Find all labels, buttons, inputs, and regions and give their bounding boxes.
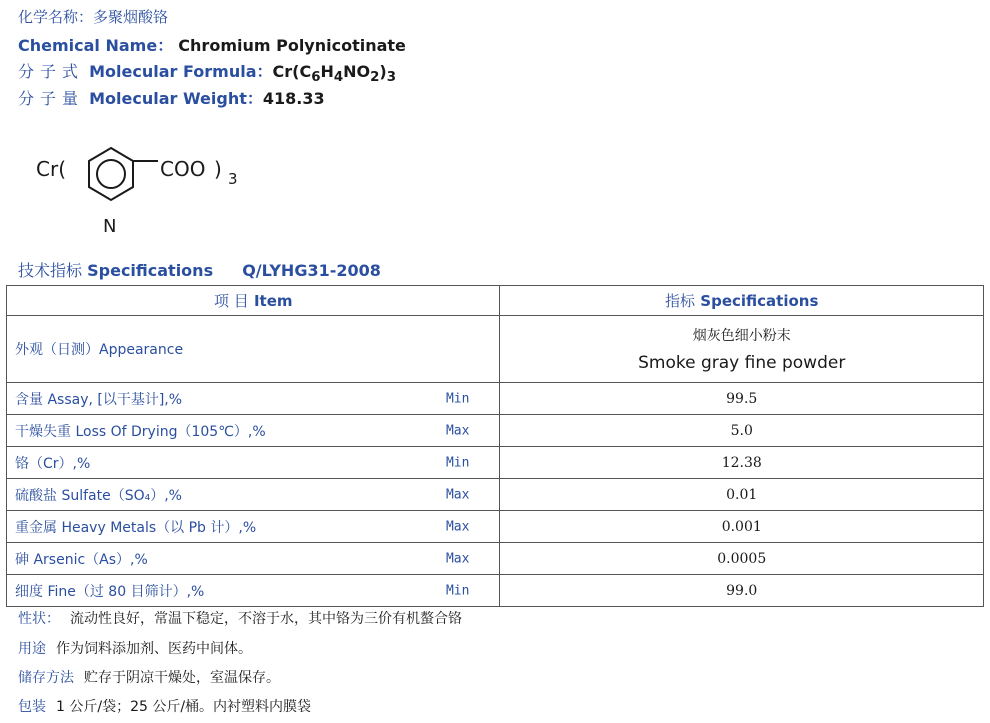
structure-prefix: Cr(	[36, 157, 66, 181]
weight-cn-label: 分子量	[18, 89, 85, 108]
chinese-name-value: 多聚烟酸铬	[93, 8, 169, 26]
row-label: 干燥失重 Loss Of Drying（105℃）,% Max	[7, 415, 500, 447]
spec-heading-en: Specifications	[87, 261, 214, 280]
spec-heading-cn: 技术指标	[18, 261, 83, 280]
spec-table	[6, 285, 984, 607]
character-label: 性状：	[18, 611, 60, 627]
table-row	[7, 575, 984, 607]
formula-value: $Cr(C_6H_4NO_2)_3$	[272, 62, 397, 86]
storage-label: 储存方法	[18, 670, 74, 686]
row-limit: Min	[445, 583, 470, 598]
character-line	[18, 608, 462, 628]
table-row	[7, 511, 984, 543]
package-value: 1 公斤/袋；25 公斤/桶。内衬塑料内膜袋	[56, 699, 312, 715]
table-header-row	[7, 286, 984, 316]
row-value: 99.0	[500, 575, 984, 607]
row-label: 含量 Assay, [以干基计],% Min	[7, 383, 500, 415]
structure-subscript: 3	[228, 170, 238, 188]
chinese-name-label: 化学名称：	[18, 8, 94, 26]
structure-suffix: )	[214, 157, 222, 181]
weight-value: 418.33	[262, 89, 325, 108]
row-label: 砷 Arsenic（As）,% Max	[7, 543, 500, 575]
aromatic-circle	[97, 160, 125, 188]
appearance-label: 外观（日测）Appearance	[7, 316, 500, 383]
table-row	[7, 543, 984, 575]
chemical-name-label: Chemical Name：	[18, 36, 174, 55]
appearance-value: 烟灰色细小粉末 Smoke gray fine powder	[500, 316, 984, 383]
use-value: 作为饲料添加剂、医药中间体。	[56, 641, 252, 657]
use-label: 用途	[18, 641, 46, 657]
row-value: 0.001	[500, 511, 984, 543]
molecular-weight-line	[18, 86, 325, 109]
row-label: 硫酸盐 Sulfate（SO₄）,% Max	[7, 479, 500, 511]
spec-standard: Q/LYHG31-2008	[242, 261, 381, 280]
row-limit: Min	[445, 455, 470, 470]
row-label: 重金属 Heavy Metals（以 Pb 计）,% Max	[7, 511, 500, 543]
use-line	[18, 638, 252, 658]
table-row	[7, 383, 984, 415]
table-row-appearance	[7, 316, 984, 383]
row-value: 0.0005	[500, 543, 984, 575]
header-spec: 指标 Specifications	[500, 286, 984, 316]
package-line	[18, 696, 311, 716]
package-label: 包装	[18, 699, 46, 715]
row-value: 12.38	[500, 447, 984, 479]
row-label: 铬（Cr）,% Min	[7, 447, 500, 479]
row-limit: Max	[445, 423, 470, 438]
row-value: 99.5	[500, 383, 984, 415]
character-value: 流动性良好，常温下稳定，不溶于水，其中铬为三价有机螯合铬	[70, 611, 462, 627]
row-value: 5.0	[500, 415, 984, 447]
storage-line	[18, 667, 280, 687]
chemical-name-line	[18, 33, 406, 56]
spec-heading	[18, 258, 381, 281]
row-label: 细度 Fine（过 80 目筛计）,% Min	[7, 575, 500, 607]
row-limit: Max	[445, 487, 470, 502]
header-item: 项 目 Item	[7, 286, 500, 316]
table-row	[7, 447, 984, 479]
molecular-formula-line	[18, 59, 396, 85]
storage-value: 贮存于阴凉干燥处，室温保存。	[84, 670, 280, 686]
formula-cn-label: 分子式	[18, 62, 85, 81]
structural-formula	[36, 140, 276, 240]
chemical-name-value: Chromium Polynicotinate	[178, 36, 406, 55]
table-row	[7, 415, 984, 447]
formula-label: Molecular Formula：	[89, 62, 273, 81]
row-value: 0.01	[500, 479, 984, 511]
weight-label: Molecular Weight：	[89, 89, 263, 108]
table-row	[7, 479, 984, 511]
structure-atom: N	[103, 216, 117, 237]
row-limit: Max	[445, 551, 470, 566]
row-limit: Max	[445, 519, 470, 534]
row-limit: Min	[445, 391, 470, 406]
pyridine-ring	[89, 148, 133, 200]
structure-group: COO	[160, 157, 206, 181]
chinese-name-line	[18, 6, 168, 27]
